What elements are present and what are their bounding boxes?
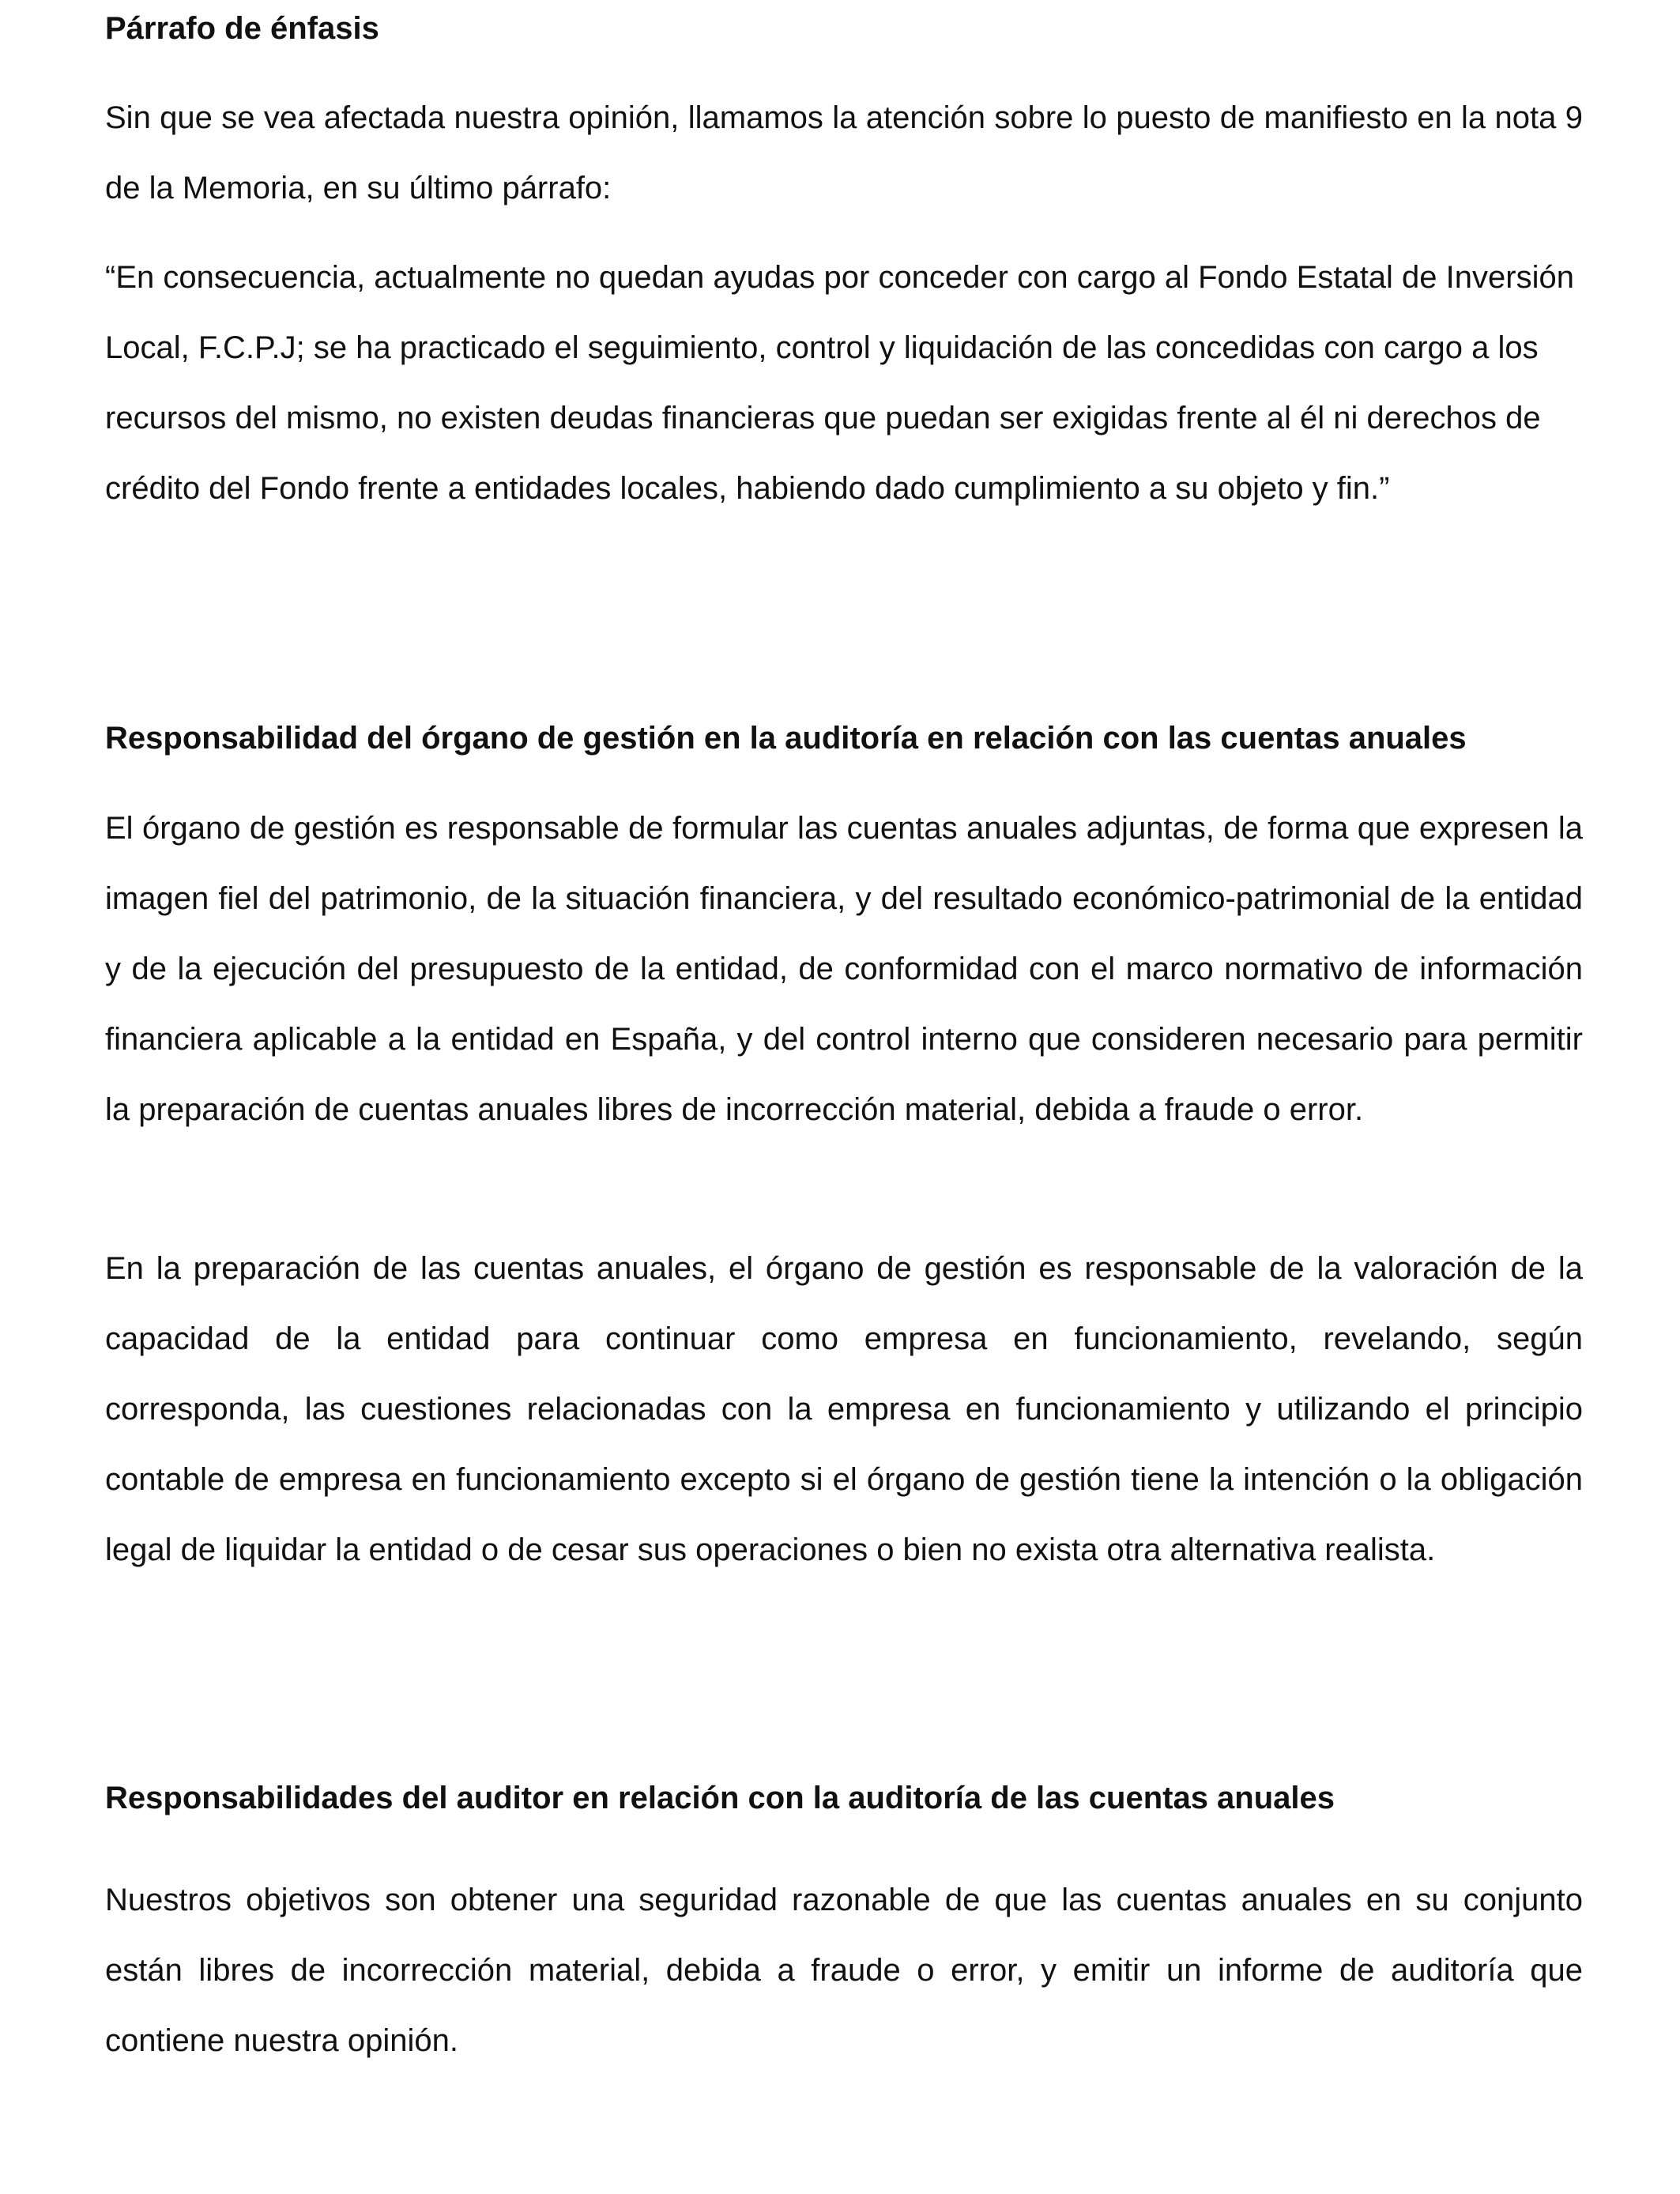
section-heading-responsabilidad-organo: Responsabilidad del órgano de gestión en la auditoría en relación con las cuentas anuales — [105, 721, 1467, 756]
paragraph-enfasis-quote: “En consecuencia, actualmente no quedan ayudas por conceder con cargo al Fondo Estatal de Inversión Local, F.C.P.J; se ha practicado el seguimiento, control y liquidación de las concedidas con cargo a los recursos del mismo, no existen deudas financieras que puedan ser exigidas frente al él ni derechos de crédito del Fondo frente a entidades locales, habiendo dado cumplimiento a su objeto y fin.” — [105, 260, 1574, 506]
paragraph-auditor-objetivos: Nuestros objetivos son obtener una seguridad razonable de que las cuentas anuales en su conjunto están libres de incorrección material, debida a fraude o error, y emitir un informe de auditoría que contiene nuestra opinión. — [105, 1883, 1583, 2058]
paragraph-enfasis-intro: Sin que se vea afectada nuestra opinión, llamamos la atención sobre lo puesto de manifiesto en la nota 9 de la Memoria, en su último párrafo: — [105, 100, 1583, 205]
paragraph-organo-preparacion: En la preparación de las cuentas anuales, el órgano de gestión es responsable de la valoración de la capacidad de la entidad para continuar como empresa en funcionamiento, revelando, según corresponda, las cuestiones relacionadas con la empresa en funcionamiento y utilizando el principio contable de empresa en funcionamiento excepto si el órgano de gestión tiene la intención o la obligación legal de liquidar la entidad o de cesar sus operaciones o bien no exista otra alternativa realista. — [105, 1251, 1583, 1567]
paragraph-organo-formular: El órgano de gestión es responsable de formular las cuentas anuales adjuntas, de forma que expresen la imagen fiel del patrimonio, de la situación financiera, y del resultado económico-patrimonial de la entidad y de la ejecución del presupuesto de la entidad, de conformidad con el marco normativo de información financiera aplicable a la entidad en España, y del control interno que consideren necesario para permitir la preparación de cuentas anuales libres de incorrección material, debida a fraude o error. — [105, 811, 1583, 1127]
section-heading-enfasis: Párrafo de énfasis — [105, 11, 379, 46]
section-heading-responsabilidades-auditor: Responsabilidades del auditor en relación con la auditoría de las cuentas anuales — [105, 1781, 1335, 1815]
